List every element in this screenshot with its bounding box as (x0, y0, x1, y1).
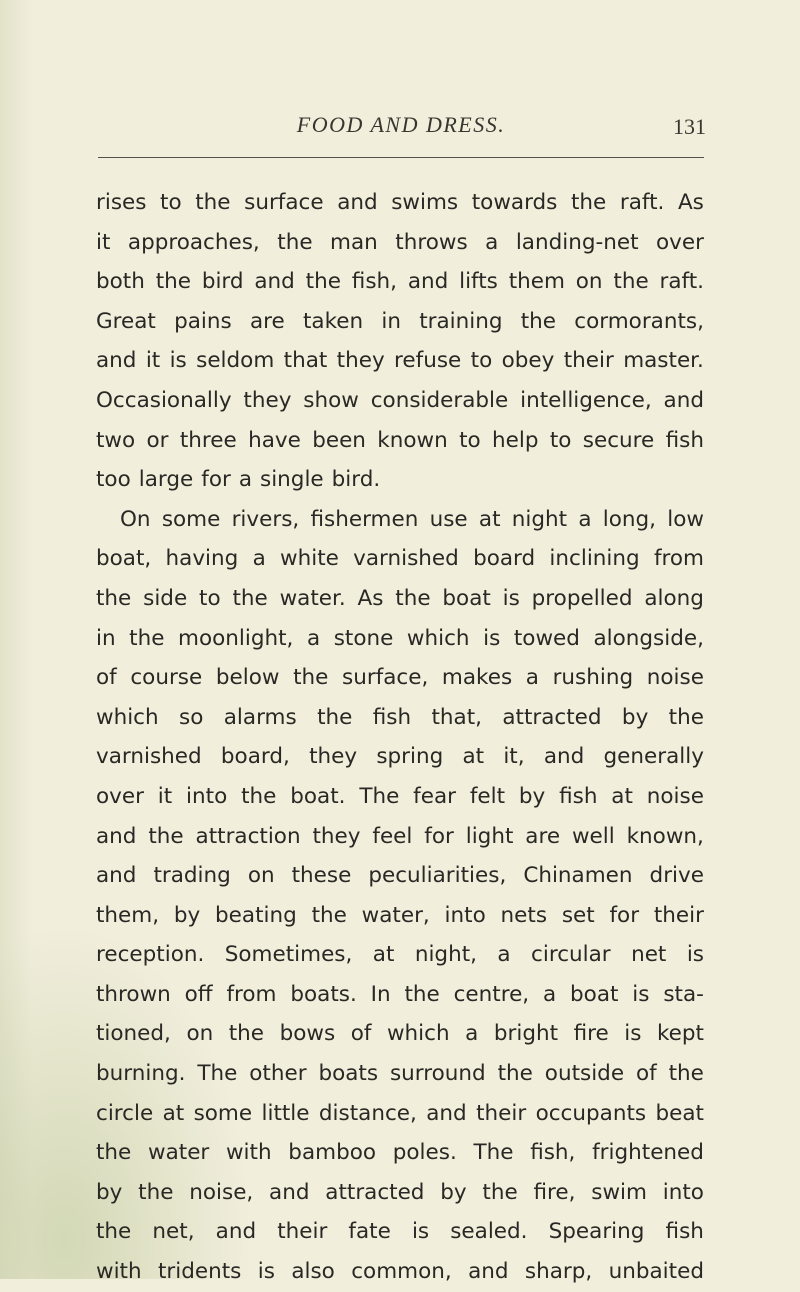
text-line: Great pains are taken in training the cormorants, (96, 308, 704, 334)
text-line: with tridents is also common, and sharp, unbaited (96, 1259, 704, 1285)
text-line: burning. The other boats surround the outside of the (96, 1061, 704, 1087)
text-line: rises to the surface and swims towards the raft. As (96, 190, 704, 215)
text-line: which so alarms the fish that, attracted by the (96, 704, 704, 730)
running-head (96, 112, 706, 148)
text-line: thrown off from boats. In the centre, a boat is sta- (96, 981, 704, 1007)
page-number: 131 (673, 114, 706, 139)
text-line: circle at some little distance, and their occupants beat (96, 1100, 704, 1126)
body-text (96, 183, 704, 1292)
text-line: over it into the boat. The fear felt by fish at noise (96, 783, 704, 809)
text-line: the water with bamboo poles. The fish, frightened (96, 1140, 704, 1166)
text-line: both the bird and the fish, and lifts them on the raft. (96, 269, 704, 295)
text-line: and trading on these peculiarities, Chinamen drive (96, 863, 704, 889)
header-rule (98, 157, 704, 158)
text-line: the net, and their fate is sealed. Spearing fish (96, 1219, 704, 1245)
text-line: by the noise, and attracted by the fire, swim into (96, 1179, 704, 1205)
text-line: and the attraction they feel for light are well known, (96, 823, 704, 849)
text-line: varnished board, they spring at it, and generally (96, 744, 704, 770)
text-line: boat, having a white varnished board inclining from (96, 546, 704, 572)
text-line: it approaches, the man throws a landing-net over (96, 229, 704, 255)
text-line: Occasionally they show considerable intelligence, and (96, 387, 704, 413)
text-line: in the moonlight, a stone which is towed alongside, (96, 625, 704, 651)
text-line: of course below the surface, makes a rushing noise (96, 665, 704, 691)
text-line: reception. Sometimes, at night, a circular net is (96, 942, 704, 968)
text-line: them, by beating the water, into nets set for their (96, 902, 704, 928)
running-title: FOOD AND DRESS. (296, 112, 506, 137)
text-line: the side to the water. As the boat is propelled along (96, 585, 704, 611)
text-line: tioned, on the bows of which a bright fire is kept (96, 1021, 704, 1047)
text-line: On some rivers, fishermen use at night a long, low (120, 506, 704, 532)
text-line: too large for a single bird. (96, 467, 381, 493)
text-line: and it is seldom that they refuse to obey their master. (96, 348, 704, 374)
text-line: two or three have been known to help to secure fish (96, 427, 704, 453)
